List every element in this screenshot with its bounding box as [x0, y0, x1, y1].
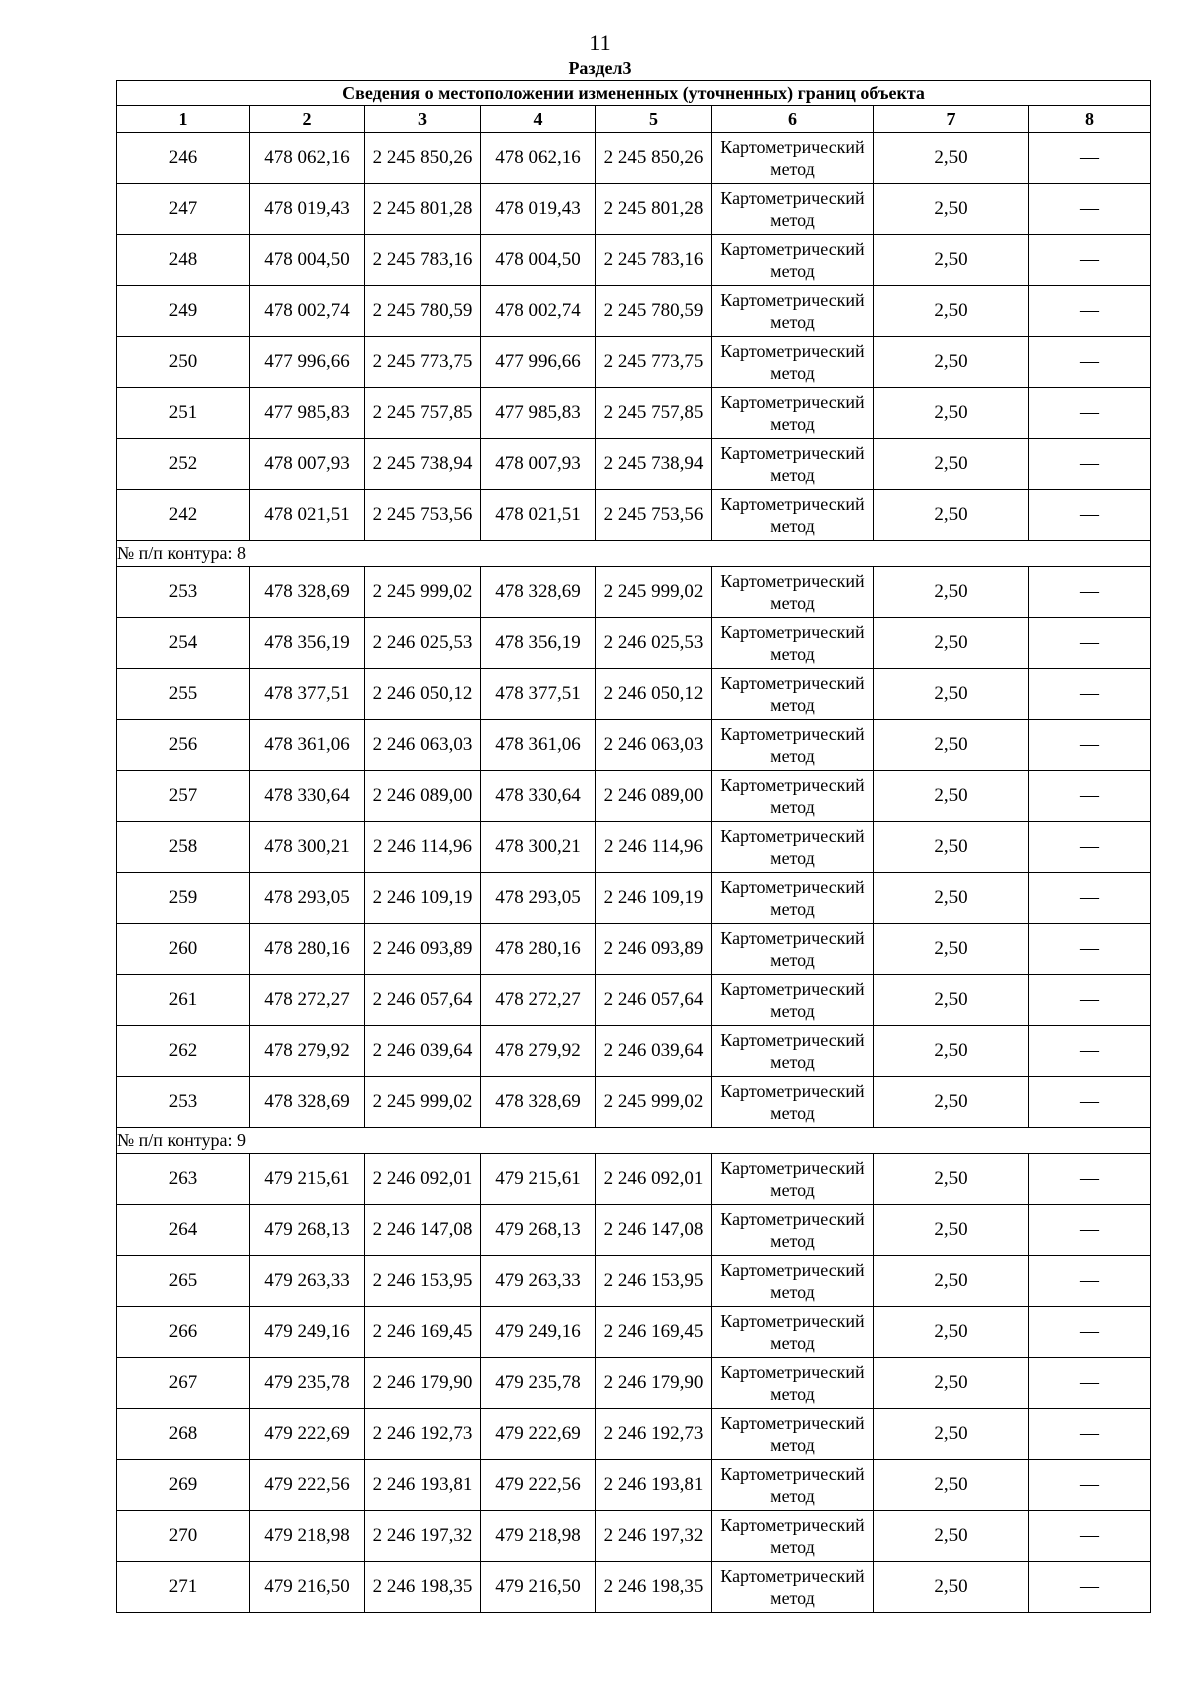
table-cell: 2 246 169,45 — [365, 1307, 481, 1358]
table-cell: 252 — [117, 439, 250, 490]
table-cell: 479 218,98 — [481, 1511, 596, 1562]
table-cell: 255 — [117, 669, 250, 720]
table-cell: 2,50 — [874, 1026, 1029, 1077]
table-row — [117, 490, 1151, 541]
table-cell: 2 245 780,59 — [365, 286, 481, 337]
table-cell: 479 222,56 — [481, 1460, 596, 1511]
table-cell: Картометрический метод — [712, 235, 874, 286]
table-cell: — — [1029, 669, 1151, 720]
table-cell: 2 246 109,19 — [365, 873, 481, 924]
table-cell: 2 245 999,02 — [365, 1077, 481, 1128]
table-cell: — — [1029, 439, 1151, 490]
table-cell: Картометрический метод — [712, 822, 874, 873]
table-cell: 2 245 999,02 — [365, 567, 481, 618]
table-row — [117, 1256, 1151, 1307]
table-cell: 478 328,69 — [481, 567, 596, 618]
table-cell: 478 279,92 — [250, 1026, 365, 1077]
table-cell: Картометрический метод — [712, 1511, 874, 1562]
table-cell: Картометрический метод — [712, 490, 874, 541]
table-cell: 479 215,61 — [481, 1154, 596, 1205]
table-row — [117, 133, 1151, 184]
table-row — [117, 1077, 1151, 1128]
table-cell: 253 — [117, 567, 250, 618]
contour-row — [117, 541, 1151, 567]
table-cell: 2 246 039,64 — [365, 1026, 481, 1077]
table-cell: 478 004,50 — [250, 235, 365, 286]
table-cell: 2 245 773,75 — [596, 337, 712, 388]
table-cell: 2 245 738,94 — [596, 439, 712, 490]
table-cell: 260 — [117, 924, 250, 975]
table-cell: — — [1029, 618, 1151, 669]
table-cell: 2 246 147,08 — [596, 1205, 712, 1256]
table-cell: 251 — [117, 388, 250, 439]
table-cell: 477 996,66 — [250, 337, 365, 388]
table-cell: 478 021,51 — [250, 490, 365, 541]
table-cell: 2 245 753,56 — [596, 490, 712, 541]
table-row — [117, 975, 1151, 1026]
table-cell: 479 222,56 — [250, 1460, 365, 1511]
table-cell: 2,50 — [874, 720, 1029, 771]
table-cell: Картометрический метод — [712, 1409, 874, 1460]
table-cell: 2,50 — [874, 235, 1029, 286]
table-row — [117, 873, 1151, 924]
table-row — [117, 439, 1151, 490]
table-cell: 479 268,13 — [250, 1205, 365, 1256]
table-cell: 478 062,16 — [250, 133, 365, 184]
table-cell: 2 245 757,85 — [596, 388, 712, 439]
table-cell: 259 — [117, 873, 250, 924]
table-cell: Картометрический метод — [712, 388, 874, 439]
table-cell: 2 246 057,64 — [596, 975, 712, 1026]
column-header: 1 — [117, 106, 250, 133]
table-cell: 2 246 192,73 — [365, 1409, 481, 1460]
table-cell: — — [1029, 924, 1151, 975]
table-cell: Картометрический метод — [712, 720, 874, 771]
table-cell: Картометрический метод — [712, 1358, 874, 1409]
table-cell: 2 246 063,03 — [365, 720, 481, 771]
table-cell: Картометрический метод — [712, 975, 874, 1026]
table-cell: Картометрический метод — [712, 1026, 874, 1077]
table-cell: 2 245 753,56 — [365, 490, 481, 541]
table-cell: 478 007,93 — [250, 439, 365, 490]
table-cell: 479 222,69 — [250, 1409, 365, 1460]
table-cell: 2,50 — [874, 1409, 1029, 1460]
table-cell: 2 246 198,35 — [365, 1562, 481, 1613]
table-cell: 2,50 — [874, 1562, 1029, 1613]
table-cell: 2 245 801,28 — [365, 184, 481, 235]
section-title: Раздел3 — [568, 58, 632, 78]
table-row — [117, 924, 1151, 975]
table-cell: 2 246 093,89 — [365, 924, 481, 975]
table-cell: — — [1029, 388, 1151, 439]
table-cell: — — [1029, 337, 1151, 388]
table-cell: 2,50 — [874, 1511, 1029, 1562]
table-cell: 2,50 — [874, 1307, 1029, 1358]
table-cell: 2 246 109,19 — [596, 873, 712, 924]
table-cell: 478 361,06 — [250, 720, 365, 771]
table-cell: 478 300,21 — [250, 822, 365, 873]
table-cell: 261 — [117, 975, 250, 1026]
table-cell: — — [1029, 1026, 1151, 1077]
table-cell: 266 — [117, 1307, 250, 1358]
table-cell: Картометрический метод — [712, 669, 874, 720]
table-cell: — — [1029, 1205, 1151, 1256]
table-body — [117, 133, 1151, 1613]
table-cell: 478 280,16 — [481, 924, 596, 975]
table-cell: 256 — [117, 720, 250, 771]
table-cell: — — [1029, 235, 1151, 286]
table-cell: Картометрический метод — [712, 1205, 874, 1256]
table-row — [117, 286, 1151, 337]
contour-label: № п/п контура: 8 — [117, 541, 1151, 567]
table-row — [117, 1026, 1151, 1077]
table-row — [117, 1562, 1151, 1613]
table-cell: — — [1029, 490, 1151, 541]
table-caption-row — [117, 81, 1151, 106]
table-row — [117, 720, 1151, 771]
table-cell: 478 293,05 — [250, 873, 365, 924]
table-cell: 2,50 — [874, 184, 1029, 235]
table-cell: 2 246 197,32 — [596, 1511, 712, 1562]
table-cell: 479 216,50 — [481, 1562, 596, 1613]
table-cell: 2 246 147,08 — [365, 1205, 481, 1256]
table-cell: 2,50 — [874, 133, 1029, 184]
table-row — [117, 822, 1151, 873]
table-cell: 478 356,19 — [250, 618, 365, 669]
table-cell: 2,50 — [874, 439, 1029, 490]
column-header: 4 — [481, 106, 596, 133]
table-cell: 2,50 — [874, 771, 1029, 822]
table-cell: 267 — [117, 1358, 250, 1409]
table-cell: 478 361,06 — [481, 720, 596, 771]
table-cell: 2 246 153,95 — [365, 1256, 481, 1307]
table-cell: 268 — [117, 1409, 250, 1460]
table-cell: — — [1029, 975, 1151, 1026]
contour-row — [117, 1128, 1151, 1154]
table-cell: 2,50 — [874, 669, 1029, 720]
table-cell: 477 985,83 — [250, 388, 365, 439]
table-cell: 2,50 — [874, 975, 1029, 1026]
table-cell: 479 216,50 — [250, 1562, 365, 1613]
table-cell: 2,50 — [874, 1205, 1029, 1256]
table-cell: Картометрический метод — [712, 873, 874, 924]
table-cell: 2 246 057,64 — [365, 975, 481, 1026]
table-cell: 2 245 850,26 — [596, 133, 712, 184]
table-cell: 2 246 050,12 — [596, 669, 712, 720]
table-cell: 479 215,61 — [250, 1154, 365, 1205]
table-cell: Картометрический метод — [712, 337, 874, 388]
table-cell: 2 246 114,96 — [596, 822, 712, 873]
table-cell: — — [1029, 1562, 1151, 1613]
table-cell: 264 — [117, 1205, 250, 1256]
table-cell: 479 263,33 — [481, 1256, 596, 1307]
table-cell: 249 — [117, 286, 250, 337]
table-cell: Картометрический метод — [712, 1256, 874, 1307]
table-cell: 478 019,43 — [481, 184, 596, 235]
table-cell: — — [1029, 1154, 1151, 1205]
table-cell: 479 235,78 — [481, 1358, 596, 1409]
table-cell: 246 — [117, 133, 250, 184]
table-row — [117, 235, 1151, 286]
table-cell: 478 300,21 — [481, 822, 596, 873]
table-cell: 2,50 — [874, 1358, 1029, 1409]
table-cell: 479 249,16 — [250, 1307, 365, 1358]
table-cell: 2 246 179,90 — [365, 1358, 481, 1409]
column-header: 5 — [596, 106, 712, 133]
table-cell: — — [1029, 873, 1151, 924]
table-row — [117, 1460, 1151, 1511]
table-cell: — — [1029, 1077, 1151, 1128]
column-header: 8 — [1029, 106, 1151, 133]
table-cell: 2 246 197,32 — [365, 1511, 481, 1562]
table-cell: — — [1029, 720, 1151, 771]
table-cell: 478 293,05 — [481, 873, 596, 924]
table-cell: 2 246 089,00 — [596, 771, 712, 822]
table-cell: 478 021,51 — [481, 490, 596, 541]
table-cell: — — [1029, 1511, 1151, 1562]
table-cell: 265 — [117, 1256, 250, 1307]
table-cell: 478 377,51 — [250, 669, 365, 720]
table-cell: 478 272,27 — [481, 975, 596, 1026]
table-cell: — — [1029, 286, 1151, 337]
table-cell: 2,50 — [874, 1077, 1029, 1128]
column-header-row — [117, 106, 1151, 133]
table-cell: 258 — [117, 822, 250, 873]
table-cell: — — [1029, 771, 1151, 822]
table-cell: — — [1029, 1409, 1151, 1460]
table-cell: 2 246 025,53 — [365, 618, 481, 669]
table-cell: 478 272,27 — [250, 975, 365, 1026]
table-cell: Картометрический метод — [712, 1562, 874, 1613]
table-caption: Сведения о местоположении измененных (уточненных) границ объекта — [117, 81, 1151, 106]
table-cell: 478 007,93 — [481, 439, 596, 490]
table-row — [117, 1307, 1151, 1358]
table-cell: 2,50 — [874, 822, 1029, 873]
table-cell: 2 246 093,89 — [596, 924, 712, 975]
table-cell: 2,50 — [874, 924, 1029, 975]
table-cell: 2 245 780,59 — [596, 286, 712, 337]
table-cell: 270 — [117, 1511, 250, 1562]
table-cell: 248 — [117, 235, 250, 286]
table-row — [117, 1154, 1151, 1205]
table-cell: 2 245 850,26 — [365, 133, 481, 184]
table-cell: 477 996,66 — [481, 337, 596, 388]
table-cell: 2 246 114,96 — [365, 822, 481, 873]
table-cell: 2 246 193,81 — [365, 1460, 481, 1511]
table-cell: 478 328,69 — [481, 1077, 596, 1128]
table-row — [117, 1409, 1151, 1460]
table-cell: 2 246 193,81 — [596, 1460, 712, 1511]
table-cell: 271 — [117, 1562, 250, 1613]
table-cell: Картометрический метод — [712, 184, 874, 235]
table-cell: — — [1029, 822, 1151, 873]
table-cell: 2 246 089,00 — [365, 771, 481, 822]
table-cell: Картометрический метод — [712, 1307, 874, 1358]
table-cell: 2,50 — [874, 337, 1029, 388]
table-cell: 247 — [117, 184, 250, 235]
table-cell: 477 985,83 — [481, 388, 596, 439]
table-row — [117, 669, 1151, 720]
table-cell: 478 019,43 — [250, 184, 365, 235]
column-header: 2 — [250, 106, 365, 133]
table-cell: 2 245 738,94 — [365, 439, 481, 490]
table-cell: 2 245 757,85 — [365, 388, 481, 439]
table-cell: 2 245 783,16 — [596, 235, 712, 286]
table-cell: 479 249,16 — [481, 1307, 596, 1358]
table-cell: 263 — [117, 1154, 250, 1205]
table-cell: — — [1029, 1256, 1151, 1307]
column-header: 7 — [874, 106, 1029, 133]
table-row — [117, 771, 1151, 822]
table-cell: 2,50 — [874, 873, 1029, 924]
table-cell: 478 004,50 — [481, 235, 596, 286]
table-cell: 2,50 — [874, 1256, 1029, 1307]
table-cell: Картометрический метод — [712, 286, 874, 337]
table-cell: 2 246 092,01 — [596, 1154, 712, 1205]
table-cell: 2 246 198,35 — [596, 1562, 712, 1613]
table-cell: — — [1029, 1307, 1151, 1358]
table-cell: 2,50 — [874, 490, 1029, 541]
table-cell: 2 246 192,73 — [596, 1409, 712, 1460]
table-cell: 2,50 — [874, 286, 1029, 337]
table-cell: 2 246 039,64 — [596, 1026, 712, 1077]
table-cell: 2 246 153,95 — [596, 1256, 712, 1307]
table-cell: 478 330,64 — [250, 771, 365, 822]
coordinates-table — [116, 80, 1151, 1613]
table-cell: 2 245 999,02 — [596, 1077, 712, 1128]
table-cell: Картометрический метод — [712, 439, 874, 490]
table-cell: 478 280,16 — [250, 924, 365, 975]
table-cell: 2 246 169,45 — [596, 1307, 712, 1358]
table-cell: 478 330,64 — [481, 771, 596, 822]
table-row — [117, 1205, 1151, 1256]
table-cell: 2,50 — [874, 388, 1029, 439]
table-cell: 2,50 — [874, 1154, 1029, 1205]
table-cell: — — [1029, 184, 1151, 235]
table-cell: 2 245 773,75 — [365, 337, 481, 388]
table-row — [117, 1358, 1151, 1409]
table-cell: 479 235,78 — [250, 1358, 365, 1409]
table-cell: Картометрический метод — [712, 771, 874, 822]
table-cell: 478 062,16 — [481, 133, 596, 184]
table-cell: Картометрический метод — [712, 618, 874, 669]
table-cell: 2 245 801,28 — [596, 184, 712, 235]
table-cell: — — [1029, 1358, 1151, 1409]
table-cell: 478 002,74 — [250, 286, 365, 337]
table-cell: 250 — [117, 337, 250, 388]
table-cell: 478 328,69 — [250, 567, 365, 618]
table-cell: 2 246 179,90 — [596, 1358, 712, 1409]
table-cell: Картометрический метод — [712, 1460, 874, 1511]
table-cell: 478 356,19 — [481, 618, 596, 669]
table-cell: Картометрический метод — [712, 1154, 874, 1205]
column-header: 3 — [365, 106, 481, 133]
table-cell: Картометрический метод — [712, 924, 874, 975]
table-cell: 253 — [117, 1077, 250, 1128]
table-cell: 2,50 — [874, 618, 1029, 669]
table-row — [117, 567, 1151, 618]
table-cell: 2 245 999,02 — [596, 567, 712, 618]
table-cell: 478 328,69 — [250, 1077, 365, 1128]
page-number: 11 — [589, 30, 611, 55]
table-cell: 262 — [117, 1026, 250, 1077]
table-cell: 2,50 — [874, 1460, 1029, 1511]
table-cell: 479 268,13 — [481, 1205, 596, 1256]
table-row — [117, 184, 1151, 235]
table-row — [117, 618, 1151, 669]
table-cell: 2 246 025,53 — [596, 618, 712, 669]
table-cell: 479 218,98 — [250, 1511, 365, 1562]
table-cell: 478 377,51 — [481, 669, 596, 720]
table-cell: 269 — [117, 1460, 250, 1511]
table-cell: Картометрический метод — [712, 567, 874, 618]
table-cell: 257 — [117, 771, 250, 822]
table-cell: Картометрический метод — [712, 133, 874, 184]
table-cell: 478 002,74 — [481, 286, 596, 337]
contour-label: № п/п контура: 9 — [117, 1128, 1151, 1154]
column-header: 6 — [712, 106, 874, 133]
table-cell: Картометрический метод — [712, 1077, 874, 1128]
table-cell: 478 279,92 — [481, 1026, 596, 1077]
table-cell: 254 — [117, 618, 250, 669]
table-cell: — — [1029, 133, 1151, 184]
table-cell: 2 246 092,01 — [365, 1154, 481, 1205]
table-cell: 2 245 783,16 — [365, 235, 481, 286]
table-cell: — — [1029, 1460, 1151, 1511]
table-row — [117, 388, 1151, 439]
table-cell: 2 246 063,03 — [596, 720, 712, 771]
table-cell: 2,50 — [874, 567, 1029, 618]
table-cell: 2 246 050,12 — [365, 669, 481, 720]
table-cell: — — [1029, 567, 1151, 618]
table-row — [117, 337, 1151, 388]
table-cell: 479 222,69 — [481, 1409, 596, 1460]
table-cell: 242 — [117, 490, 250, 541]
table-row — [117, 1511, 1151, 1562]
table-cell: 479 263,33 — [250, 1256, 365, 1307]
